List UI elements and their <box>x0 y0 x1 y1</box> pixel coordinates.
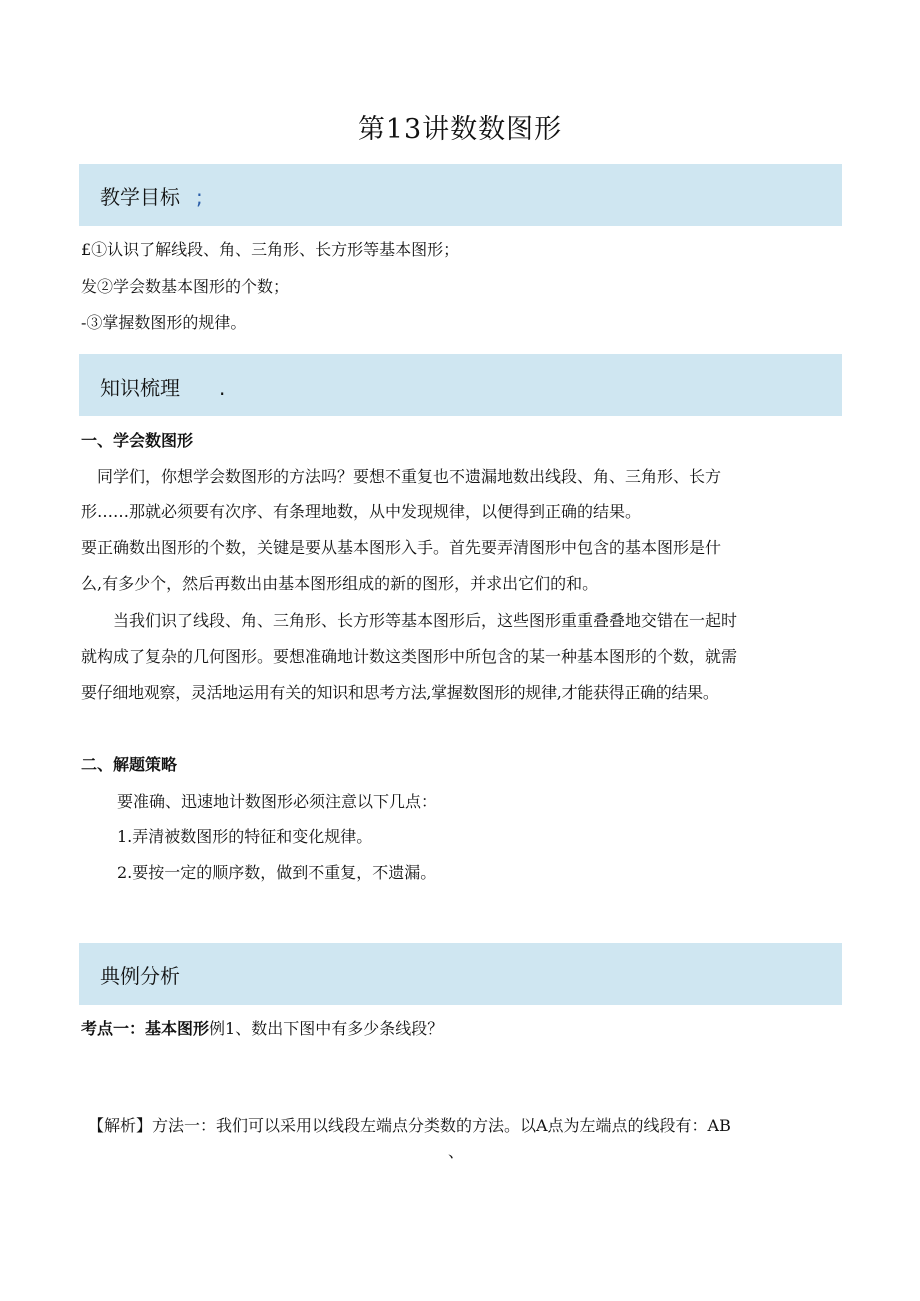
paragraph-line: 要仔细地观察，灵活地运用有关的知识和思考方法,掌握数图形的规律,才能获得正确的结果。 <box>81 683 719 702</box>
goal-item: £①认识了解线段、角、三角形、长方形等基本图形； <box>81 240 460 259</box>
band-label-knowledge: 知识梳理 <box>100 376 180 400</box>
example-topic: 考点一：基本图形 <box>81 1019 210 1038</box>
paragraph-line: 当我们识了线段、角、三角形、长方形等基本图形后，这些图形重重叠叠地交错在一起时 <box>81 611 738 630</box>
band-label-goals: 教学目标 <box>100 185 180 209</box>
paragraph-line: 就构成了复杂的几何图形。要想准确地计数这类图形中所包含的某一种基本图形的个数，就需 <box>81 647 738 666</box>
strategy-line: 1.弄清被数图形的特征和变化规律。 <box>117 827 373 846</box>
band-mark-knowledge: . <box>219 376 226 400</box>
band-label-examples: 典例分析 <box>100 964 180 988</box>
strategy-line: 2.要按一定的顺序数，做到不重复，不遗漏。 <box>117 863 437 882</box>
example-text: 例1、数出下图中有多少条线段？ <box>209 1019 444 1038</box>
example-question <box>81 1017 443 1041</box>
section-heading-learn: 一、学会数图形 <box>81 431 194 450</box>
section-band-knowledge <box>79 354 842 416</box>
section-heading-strategy: 二、解题策略 <box>81 755 178 774</box>
section-band-goals <box>79 164 842 226</box>
paragraph-line: 要正确数出图形的个数，关键是要从基本图形入手。首先要弄清图形中包含的基本图形是什 <box>81 538 722 557</box>
band-mark-goals: ; <box>196 185 203 209</box>
goal-item: -③掌握数图形的规律。 <box>81 313 247 332</box>
goal-item: 发②学会数基本图形的个数； <box>81 277 290 296</box>
page-title: 第13讲数数图形 <box>357 114 563 145</box>
analysis-line: 、 <box>448 1142 465 1161</box>
paragraph-line: 同学们，你想学会数图形的方法吗？要想不重复也不遗漏地数出线段、角、三角形、长方 <box>81 467 722 486</box>
paragraph-line: 么,有多少个，然后再数出由基本图形组成的新的图形，并求出它们的和。 <box>81 574 599 593</box>
section-band-examples <box>79 943 842 1005</box>
paragraph-line: 形……那就必须要有次序、有条理地数，从中发现规律，以便得到正确的结果。 <box>81 502 642 521</box>
analysis-line: 【解析】方法一：我们可以采用以线段左端点分类数的方法。以A点为左端点的线段有：AB <box>88 1116 731 1135</box>
strategy-line: 要准确、迅速地计数图形必须注意以下几点： <box>117 792 438 811</box>
